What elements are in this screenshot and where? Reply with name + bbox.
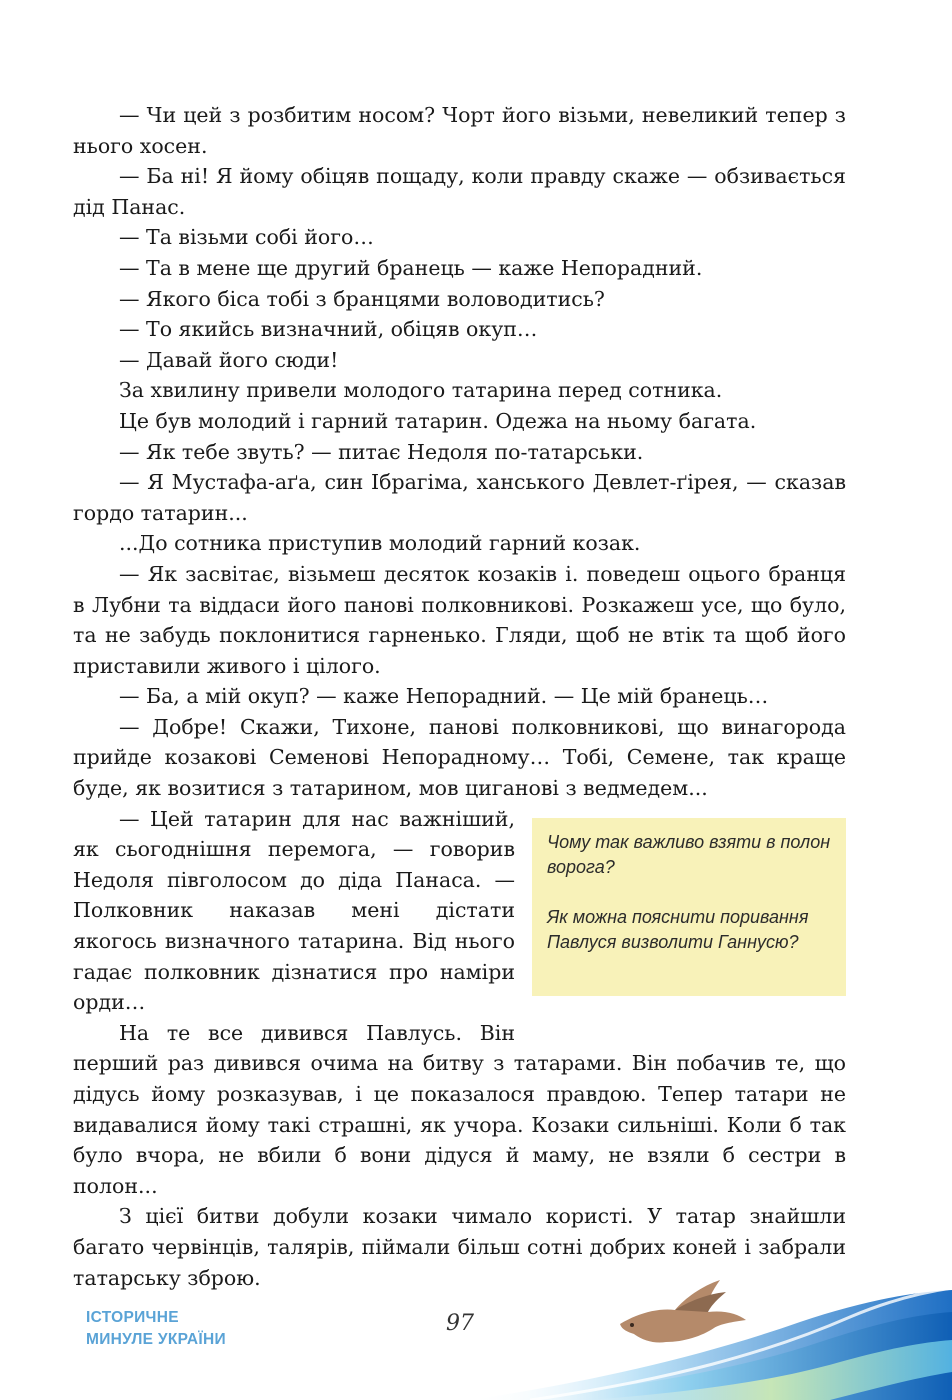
page-number: 97 [446, 1311, 474, 1336]
paragraph: За хвилину привели молодого татарина перед сотника. [119, 378, 723, 403]
paragraph: — Як засвітає, візьмеш десяток козаків і. поведеш оцього бранця в Лубни та віддаси його панові полковникові. Розкажеш усе, що було, та не забудь поклонитися гарненько. Гляди, щоб не втік та щоб його приставили живого і цілого. [73, 561, 846, 678]
question-box [532, 818, 846, 996]
paragraph: — Чи цей з розбитим носом? Чорт його візьми, невеликий тепер з нього хосен. [73, 103, 846, 158]
wrapped-paragraph: — Цей татарин для нас важніший, як сьогоднішня перемога, — говорив Недоля півголосом до діда Панаса. — Полковник наказав мені дістати якогось визначного татарина. Від нього гадає полковник дізнатися про наміри орди… [73, 806, 515, 1015]
paragraph: ...До сотника приступив молодий гарний козак. [119, 531, 641, 556]
paragraph: — Та візьми собі його… [119, 225, 374, 250]
paragraph: — То якийсь визначний, обіцяв окуп… [119, 317, 538, 342]
paragraph: — Давай його сюди! [119, 347, 339, 372]
paragraph: — Як тебе звуть? — питає Недоля по-татарськи. [119, 439, 644, 464]
question-1: Чому так важливо взяти в полон ворога? [547, 832, 831, 877]
final-paragraph: З цієї битви добули козаки чимало користі. У татар знайшли багато червінців, талярів, піймали більш сотні добрих коней і забрали татарську зброю. [73, 1204, 846, 1290]
section-label [86, 1307, 226, 1351]
paragraph: Це був молодий і гарний татарин. Одежа на ньому багата. [119, 408, 757, 433]
paragraph: — Я Мустафа-аґа, син Ібрагіма, ханського Девлет-ґірея, — сказав гордо татарин... [73, 470, 846, 525]
bird-over-waves-icon [470, 1262, 952, 1400]
question-2: Як можна пояснити поривання Павлуся визволити Ганнусю? [547, 907, 809, 952]
paragraph: — Ба ні! Я йому обіцяв пощаду, коли правду скаже — обзивається дід Панас. [73, 164, 846, 219]
section-label-line1: ІСТОРИЧНЕ [86, 1309, 179, 1326]
paragraph: — Та в мене ще другий бранець — каже Непорадний. [119, 255, 703, 280]
paragraph: — Якого біса тобі з бранцями воловодитись? [119, 286, 605, 311]
pavlus-paragraph-rest: перший раз дивився очима на битву з татарами. Він побачив те, що дідусь йому розказував, і це показалося правдою. Тепер татари не видавалися йому такі страшні, як учора. Козаки сильніші. Коли б так було вчора, не вбили б вони дідуся й маму, не взяли б сестри в полон... [73, 1051, 846, 1198]
section-label-line2: МИНУЛЕ УКРАЇНИ [86, 1331, 226, 1348]
pavlus-paragraph-start: На те все дивився Павлусь. Він [119, 1020, 515, 1045]
body-text [73, 100, 846, 1293]
paragraph: — Добре! Скажи, Тихоне, панові полковникові, що винагорода прийде козакові Семенові Непорадному… Тобі, Семене, так краще буде, як возитися з татарином, мов циганові з ведмедем... [73, 714, 846, 801]
paragraph: — Ба, а мій окуп? — каже Непорадний. — Це мій бранець… [119, 684, 769, 709]
